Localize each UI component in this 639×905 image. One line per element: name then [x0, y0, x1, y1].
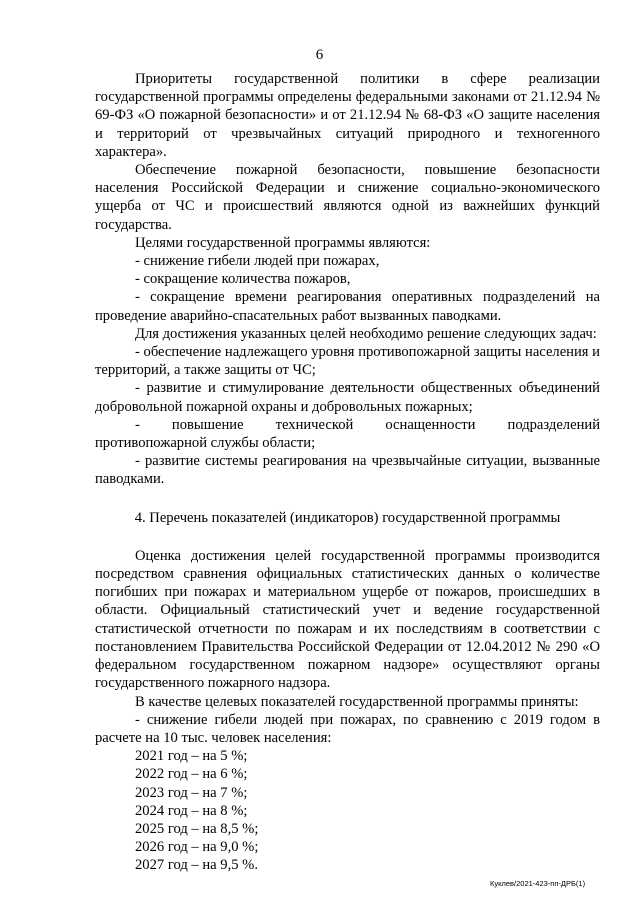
- task-item: - обеспечение надлежащего уровня противопожарной защиты населения и территорий, а также защиты от ЧС;: [95, 344, 600, 379]
- indicator-item: - снижение гибели людей при пожарах, по сравнению с 2019 годом в расчете на 10 тыс. человек населения:: [95, 711, 600, 746]
- document-body: [95, 70, 600, 875]
- year-target: 2026 год – на 9,0 %;: [135, 839, 259, 856]
- paragraph-indicators-intro: В качестве целевых показателей государственной программы приняты:: [135, 693, 579, 710]
- paragraph-tasks-intro: Для достижения указанных целей необходимо решение следующих задач:: [135, 325, 597, 342]
- task-item: - развитие и стимулирование деятельности общественных объединений добровольной пожарной охраны и добровольных пожарных;: [95, 380, 600, 415]
- goal-item: - сокращение времени реагирования оперативных подразделений на проведение аварийно-спасательных работ вызванных паводками.: [95, 289, 600, 324]
- paragraph-goals-intro: Целями государственной программы являются:: [135, 234, 431, 251]
- year-target: 2024 год – на 8 %;: [135, 802, 248, 819]
- year-target: 2022 год – на 6 %;: [135, 766, 248, 783]
- page-number: 6: [315, 47, 324, 63]
- year-target: 2023 год – на 7 %;: [135, 784, 248, 801]
- paragraph-priorities: Приоритеты государственной политики в сфере реализации государственной программы определены федеральными законами от 21.12.94 № 69-ФЗ «О пожарной безопасности» и от 21.12.94 № 68-ФЗ «О защите населения и территорий от чрезвычайных ситуаций природного и техногенного характера».: [95, 71, 600, 160]
- year-target: 2025 год – на 8,5 %;: [135, 820, 259, 837]
- paragraph-evaluation: Оценка достижения целей государственной программы производится посредством сравнения официальных статистических данных о количестве погибших при пожарах и материальном ущербе от пожаров, происшедших в области. Официальный статистический учет и ведение государственной статистической отчетности по пожарам и их последствиям в соответствии с постановлением Правительства Российской Федерации от 12.04.2012 № 290 «О федеральном государственном пожарном надзоре» осуществляют органы государственного пожарного надзора.: [95, 547, 600, 692]
- paragraph-fire-safety: Обеспечение пожарной безопасности, повышение безопасности населения Российской Федерации и снижение социально-экономического ущерба от ЧС и происшествий являются одной из важнейших функций государства.: [95, 162, 600, 233]
- document-code: Куклев/2021-423-пп-ДРБ(1): [490, 879, 586, 888]
- goal-item: - сокращение количества пожаров,: [135, 271, 351, 288]
- task-item: - развитие системы реагирования на чрезвычайные ситуации, вызванные паводками.: [95, 453, 600, 488]
- section-heading: 4. Перечень показателей (индикаторов) государственной программы: [134, 509, 561, 526]
- year-target: 2027 год – на 9,5 %.: [135, 857, 258, 874]
- task-item: - повышение технической оснащенности подразделений противопожарной службы области;: [95, 416, 600, 452]
- goal-item: - снижение гибели людей при пожарах,: [135, 253, 380, 270]
- year-target-list: [95, 747, 600, 874]
- year-target: 2021 год – на 5 %;: [135, 748, 248, 765]
